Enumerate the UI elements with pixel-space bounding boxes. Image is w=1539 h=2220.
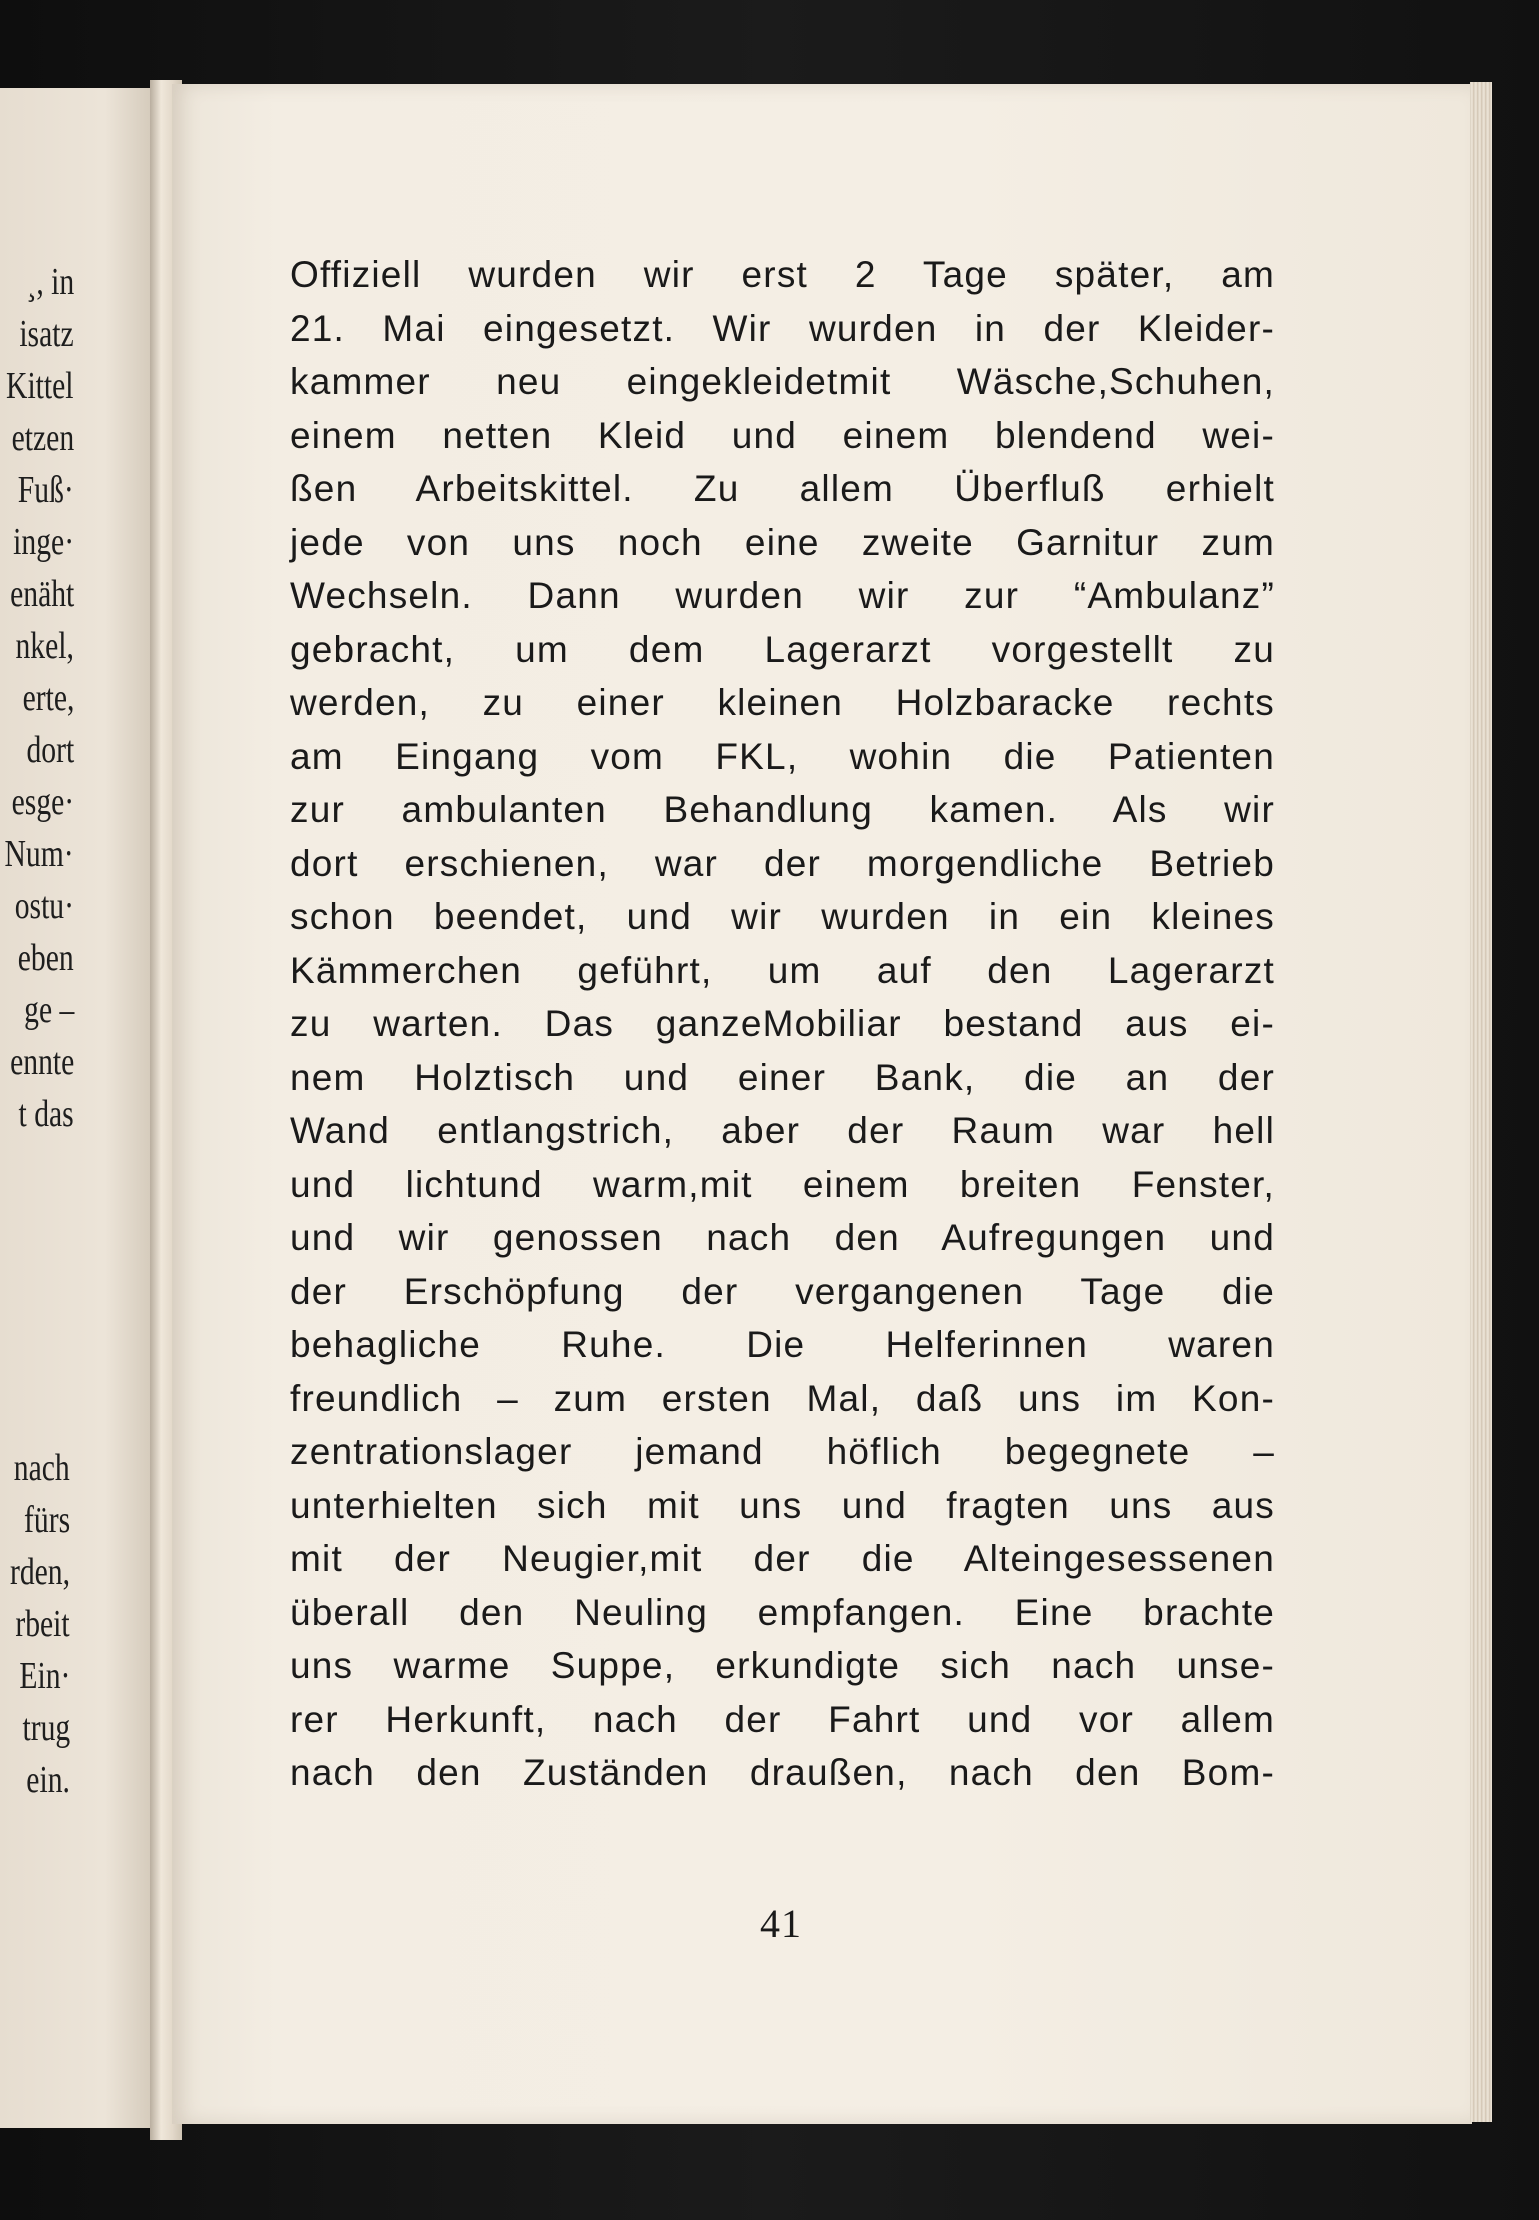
text-line: nach den Zuständen draußen, nach den Bom- — [290, 1752, 1275, 1793]
text-line: Wechseln. Dann wurden wir zur “Ambulanz” — [290, 575, 1275, 616]
page-number: 41 — [760, 1901, 802, 1946]
text-line: dort erschienen, war der morgendliche Betrieb — [290, 842, 1275, 884]
text-line: zu warten. Das ganzeMobiliar bestand aus ei- — [290, 1003, 1275, 1044]
left-line: inge· — [13, 521, 74, 563]
text-line: schon beendet, und wir wurden in ein kleines — [290, 896, 1275, 937]
left-line: ¸, in — [26, 261, 74, 303]
text-line: 21. Mai eingesetzt. Wir wurden in der Kleider- — [290, 307, 1275, 349]
left-line: rden, — [9, 1551, 70, 1593]
left-line: nach — [14, 1447, 70, 1489]
left-line: enäht — [9, 573, 74, 615]
page-edges — [1470, 82, 1492, 2122]
text-line: unterhielten sich mit uns und fragten uns aus — [290, 1484, 1275, 1526]
left-line: ennte — [9, 1041, 74, 1083]
left-line: t das — [18, 1093, 74, 1135]
left-line: isatz — [19, 313, 74, 355]
left-line: Ein· — [18, 1655, 70, 1697]
text-line: mit der Neugier,mit der die Alteingesessenen — [290, 1538, 1275, 1579]
left-line: fürs — [23, 1499, 70, 1541]
left-line: trug — [22, 1707, 70, 1749]
left-line: Num· — [4, 833, 74, 875]
text-line: zentrationslager jemand höflich begegnete – — [290, 1431, 1275, 1472]
text-line: freundlich – zum ersten Mal, daß uns im Kon- — [290, 1377, 1275, 1419]
left-line: eben — [18, 937, 74, 979]
text-line: Offiziell wurden wir erst 2 Tage später, am — [290, 254, 1275, 295]
text-line: behagliche Ruhe. Die Helferinnen waren — [290, 1324, 1275, 1365]
left-line: erte, — [22, 677, 74, 719]
left-line: etzen — [11, 417, 74, 459]
text-line: überall den Neuling empfangen. Eine brachte — [290, 1591, 1275, 1633]
left-line: ostu· — [14, 885, 74, 927]
previous-page-fragment — [0, 88, 150, 2128]
text-line: und lichtund warm,mit einem breiten Fenster, — [290, 1163, 1275, 1205]
text-line: rer Herkunft, nach der Fahrt und vor allem — [290, 1698, 1275, 1740]
text-line: einem netten Kleid und einem blendend wei- — [290, 414, 1275, 456]
text-line: am Eingang vom FKL, wohin die Patienten — [290, 735, 1275, 777]
text-line: Wand entlangstrich, aber der Raum war hell — [290, 1110, 1275, 1151]
text-line: uns warme Suppe, erkundigte sich nach unse- — [290, 1645, 1275, 1686]
text-line: kammer neu eingekleidetmit Wäsche,Schuhen, — [290, 361, 1275, 402]
page-body-text — [290, 248, 1275, 1800]
left-line: Fuß· — [17, 469, 74, 511]
text-line: und wir genossen nach den Aufregungen und — [290, 1217, 1275, 1258]
left-line: ein. — [26, 1759, 70, 1801]
text-line: zur ambulanten Behandlung kamen. Als wir — [290, 789, 1275, 830]
left-line: esge· — [11, 781, 74, 823]
left-line: ge – — [23, 989, 74, 1031]
left-line: nkel, — [15, 625, 74, 667]
text-line: ßen Arbeitskittel. Zu allem Überfluß erhielt — [290, 468, 1275, 509]
left-line: Kittel — [6, 365, 74, 407]
text-line: nem Holztisch und einer Bank, die an der — [290, 1056, 1275, 1098]
left-line: rbeit — [15, 1603, 70, 1645]
text-line: der Erschöpfung der vergangenen Tage die — [290, 1270, 1275, 1312]
text-line: jede von uns noch eine zweite Garnitur zum — [290, 521, 1275, 563]
text-line: Kämmerchen geführt, um auf den Lagerarzt — [290, 949, 1275, 991]
text-line: werden, zu einer kleinen Holzbaracke rechts — [290, 682, 1275, 723]
left-line: dort — [26, 729, 74, 771]
text-line: gebracht, um dem Lagerarzt vorgestellt zu — [290, 628, 1275, 670]
